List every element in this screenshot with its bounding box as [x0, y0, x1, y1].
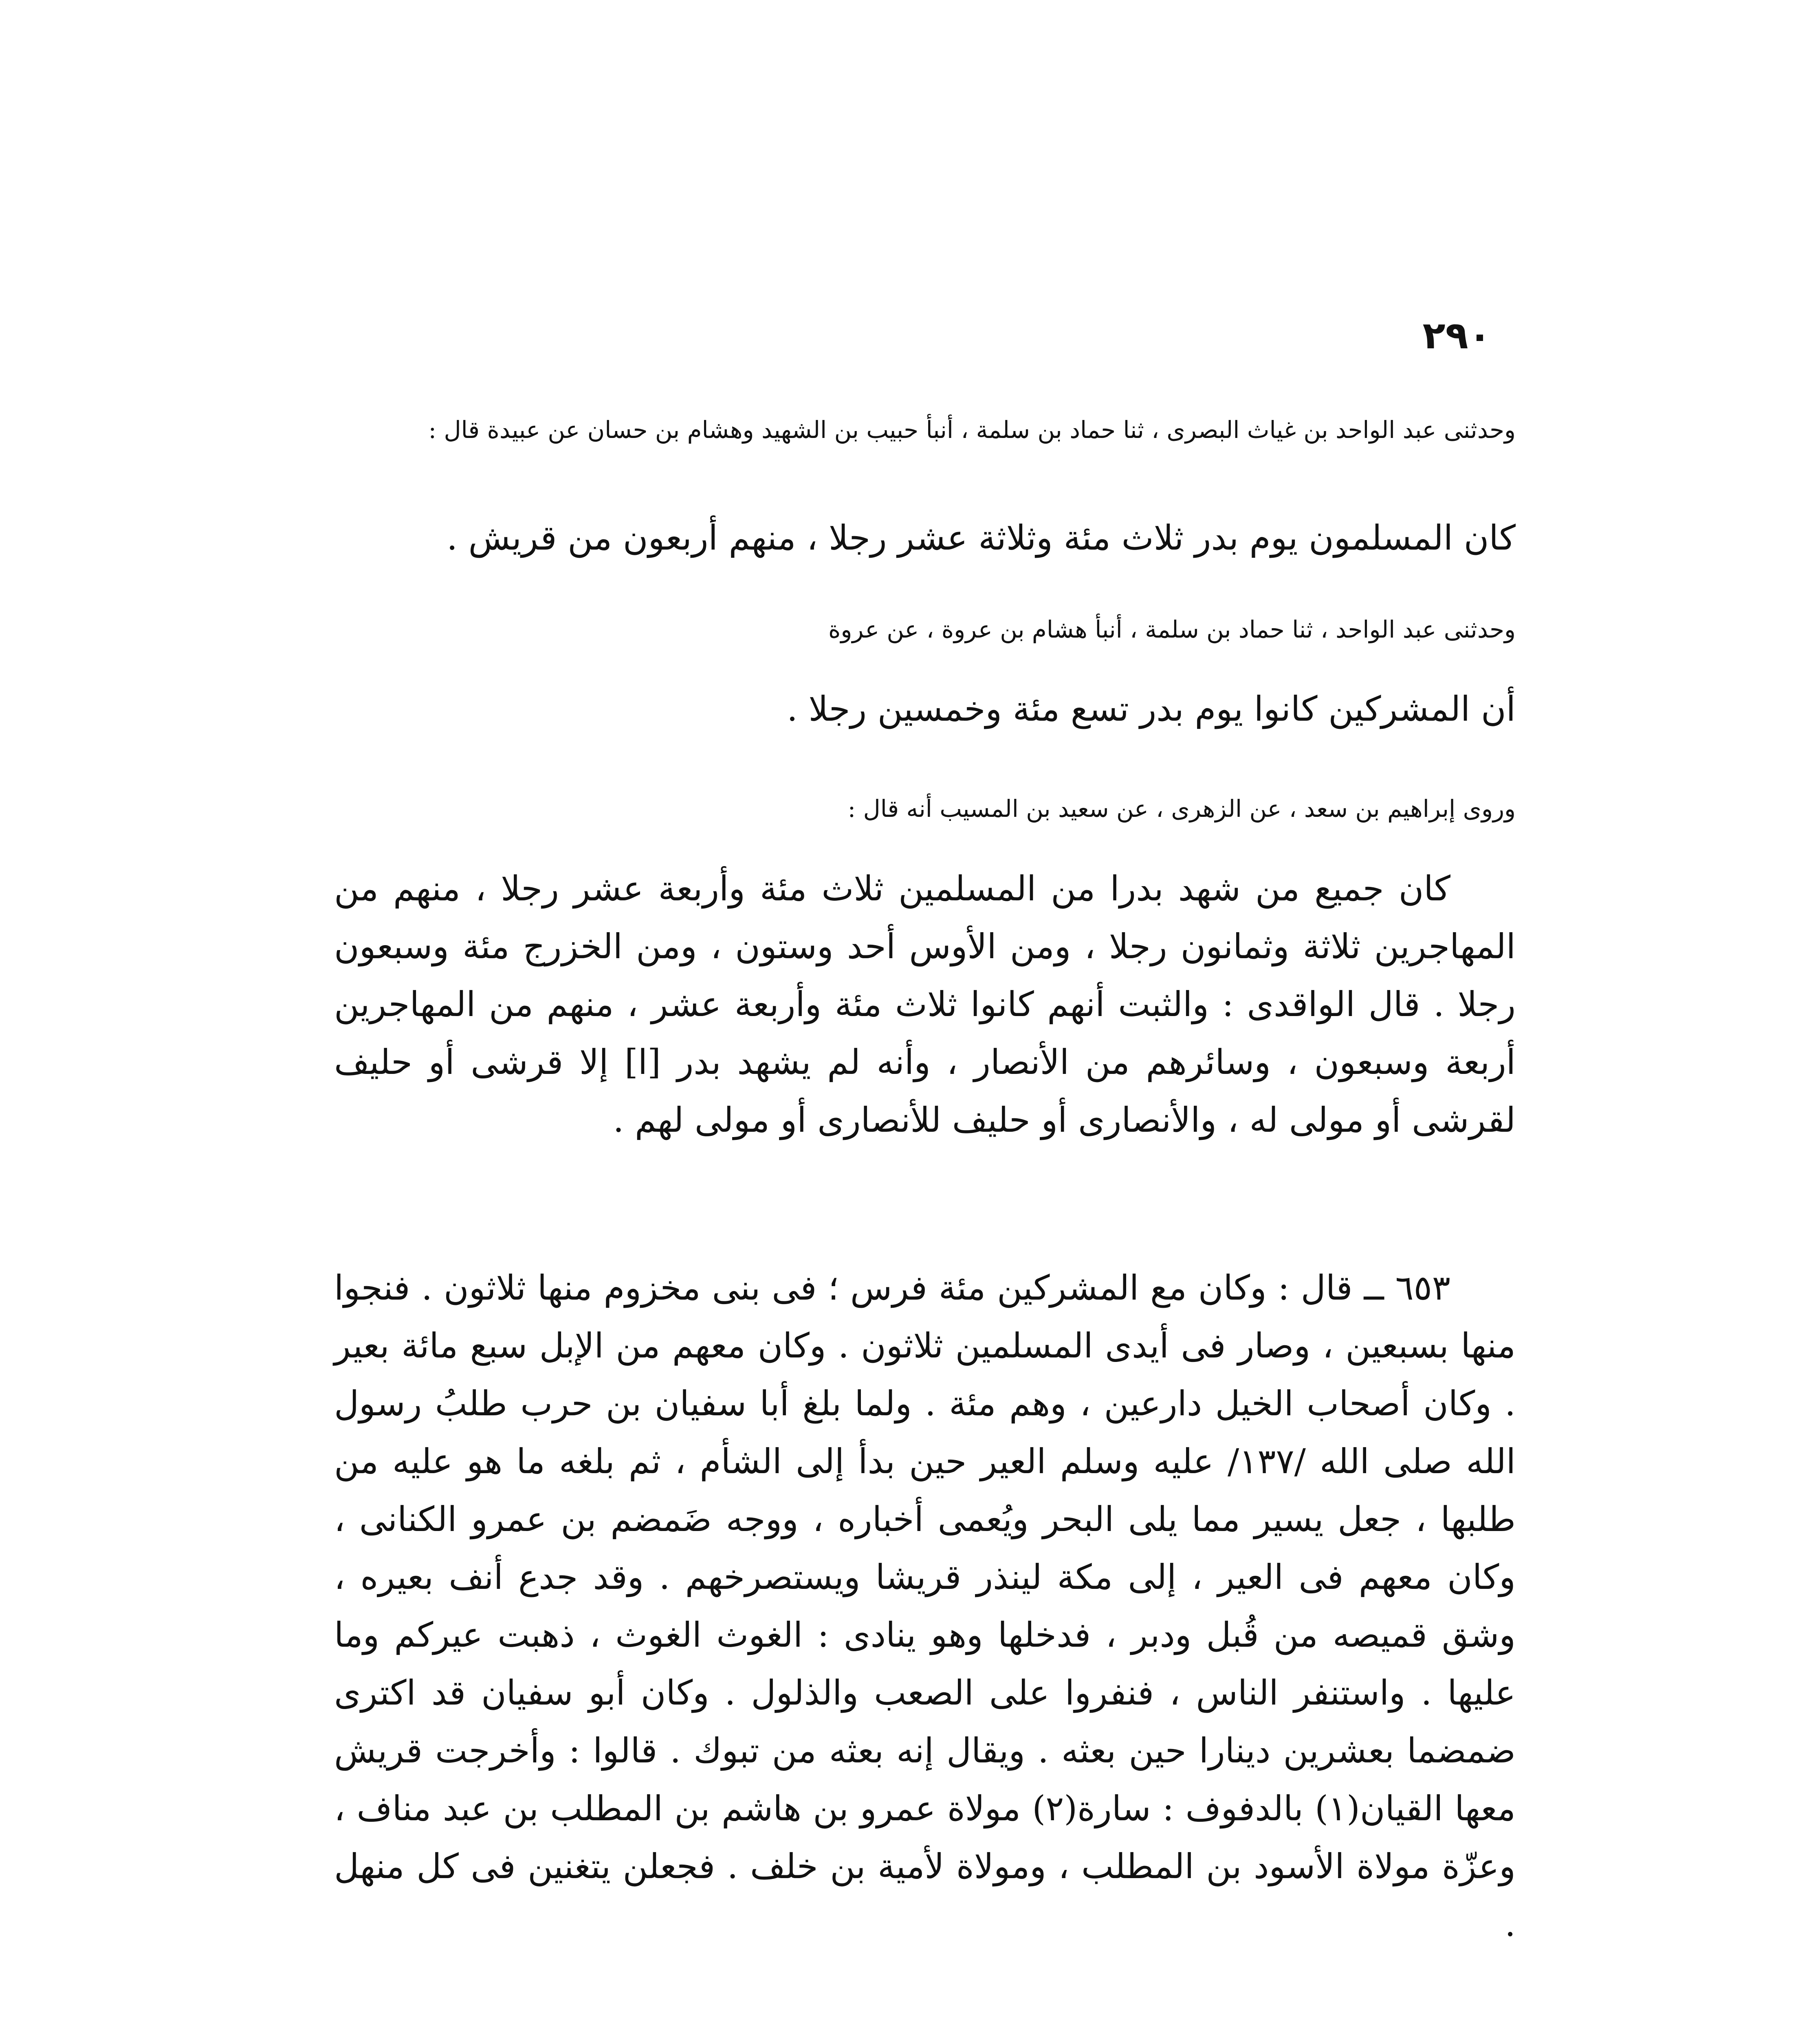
- body-paragraph-1: [334, 860, 1516, 1149]
- text-1: كان المسلمون يوم بدر ثلاث مئة وثلاثة عشر رجلا ، منهم أربعون من قريش .: [447, 518, 1516, 558]
- text-2: أن المشركين كانوا يوم بدر تسع مئة وخمسين رجلا .: [787, 689, 1516, 729]
- isnad-1: وحدثنى عبد الواحد بن غياث البصرى ، ثنا حماد بن سلمة ، أنبأ حبيب بن الشهيد وهشام بن حسان عن عبيدة قال :: [428, 416, 1516, 444]
- paragraph-1: كان جميع من شهد بدرا من المسلمين ثلاث مئة وأربعة عشر رجلا ، منهم من المهاجرين ثلاثة وثمانون رجلا ، ومن الأوس أحد وستون ، ومن الخزرج مئة وسبعون رجلا . قال الواقدى : والثبت أنهم كانوا ثلاث مئة وأربعة عشر ، منهم من المهاجرين أربعة وسبعون ، وسائرهم من الأنصار ، وأنه لم يشهد بدر [ا] إلا قرشى أو حليف لقرشى أو مولى له ، والأنصارى أو حليف للأنصارى أو مولى لهم .: [334, 869, 1516, 1140]
- isnad-3: وروى إبراهيم بن سعد ، عن الزهرى ، عن سعيد بن المسيب أنه قال :: [847, 795, 1516, 823]
- page-number: ٢٩٠: [1422, 314, 1491, 357]
- body-paragraph-2: [334, 1259, 1516, 1953]
- isnad-2: وحدثنى عبد الواحد ، ثنا حماد بن سلمة ، أنبأ هشام بن عروة ، عن عروة: [828, 616, 1516, 643]
- paragraph-2: ٦٥٣ ــ قال : وكان مع المشركين مئة فرس ؛ فى بنى مخزوم منها ثلاثون . فنجوا منها بسبعين ، وصار فى أيدى المسلمين ثلاثون . وكان معهم من الإبل سبع مائة بعير . وكان أصحاب الخيل دارعين ، وهم مئة . ولما بلغ أبا سفيان بن حرب طلبُ رسول الله صلى الله /١٣٧/ عليه وسلم العير حين بدأ إلى الشأم ، ثم بلغه ما هو عليه من طلبها ، جعل يسير مما يلى البحر ويُعمى أخباره ، ووجه ضَمضم بن عمرو الكنانى ، وكان معهم فى العير ، إلى مكة لينذر قريشا ويستصرخهم . وقد جدع أنف بعيره ، وشق قميصه من قُبل ودبر ، فدخلها وهو ينادى : الغوث الغوث ، ذهبت عيركم وما عليها . واستنفر الناس ، فنفروا على الصعب والذلول . وكان أبو سفيان قد اكترى ضمضما بعشرين دينارا حين بعثه . ويقال إنه بعثه من تبوك . قالوا : وأخرجت قريش معها القيان(١) بالدفوف : سارة(٢) مولاة عمرو بن هاشم بن المطلب بن عبد مناف ، وعزّة مولاة الأسود بن المطلب ، ومولاة لأمية بن خلف . فجعلن يتغنين فى كل منهل .: [334, 1268, 1516, 1944]
